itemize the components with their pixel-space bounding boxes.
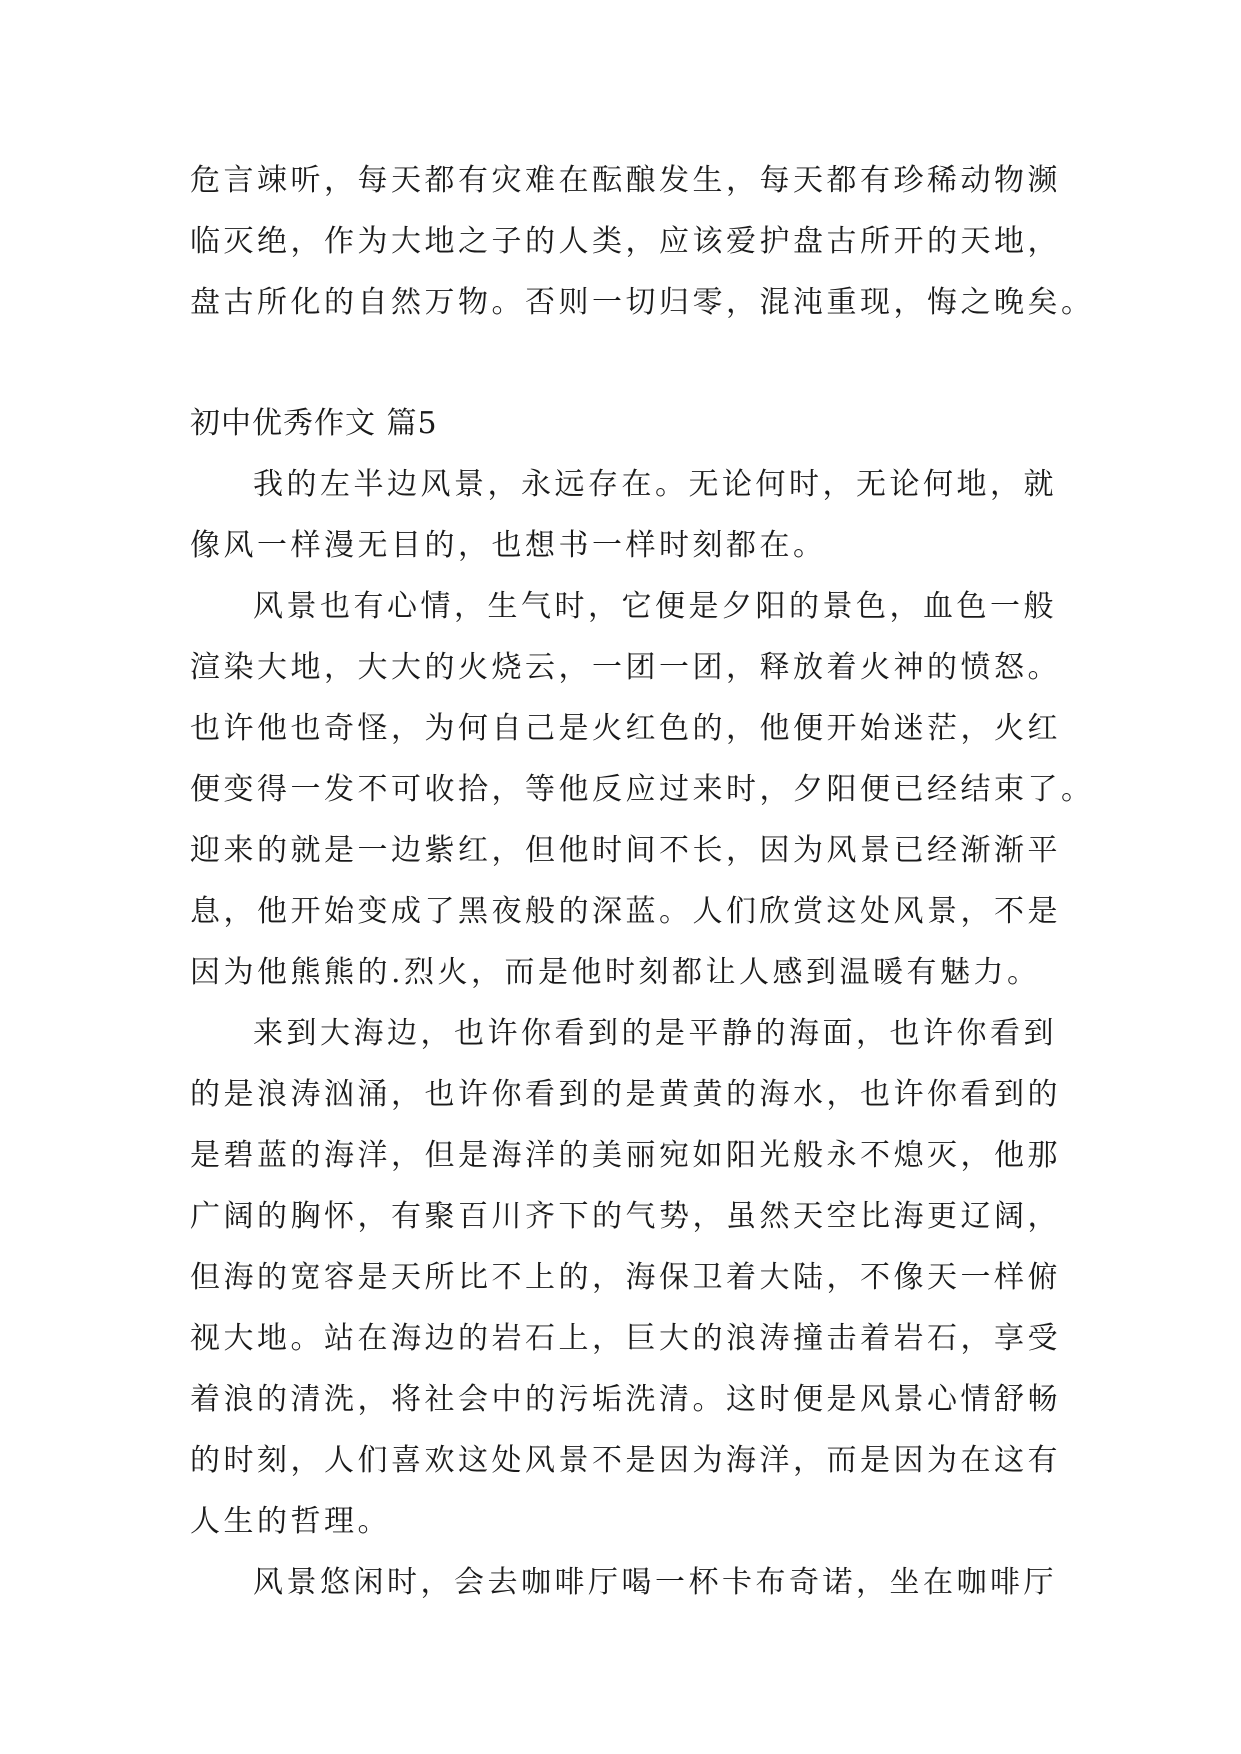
text-line: 临灭绝，作为大地之子的人类，应该爱护盘古所开的天地， xyxy=(190,224,1061,259)
continued-paragraph xyxy=(190,150,1095,333)
text-line: 来到大海边，也许你看到的是平静的海面，也许你看到 xyxy=(253,1016,1057,1051)
text-line: 像风一样漫无目的，也想书一样时刻都在。 xyxy=(190,528,827,563)
text-line: 人生的哲理。 xyxy=(190,1504,391,1539)
text-line: 盘古所化的自然万物。否则一切归零，混沌重现，悔之晚矣。 xyxy=(190,285,1095,320)
paragraph-1 xyxy=(190,454,1057,576)
text-line: 视大地。站在海边的岩石上，巨大的浪涛撞击着岩石，享受 xyxy=(190,1321,1061,1356)
paragraph-4 xyxy=(190,1552,1057,1613)
text-line: 风景也有心情，生气时，它便是夕阳的景色，血色一般 xyxy=(253,589,1057,624)
section-heading: 初中优秀作文 篇5 xyxy=(190,406,438,441)
text-line: 迎来的就是一边紫红，但他时间不长，因为风景已经渐渐平 xyxy=(190,833,1061,868)
text-line: 渲染大地，大大的火烧云，一团一团，释放着火神的愤怒。 xyxy=(190,650,1061,685)
paragraph-2 xyxy=(190,576,1095,1003)
text-line: 危言竦听，每天都有灾难在酝酿发生，每天都有珍稀动物濒 xyxy=(190,163,1061,198)
text-line: 我的左半边风景，永远存在。无论何时，无论何地，就 xyxy=(253,467,1057,502)
text-line: 因为他熊熊的.烈火，而是他时刻都让人感到温暖有魅力。 xyxy=(190,955,1041,990)
text-line: 的时刻，人们喜欢这处风景不是因为海洋，而是因为在这有 xyxy=(190,1443,1061,1478)
text-line: 广阔的胸怀，有聚百川齐下的气势，虽然天空比海更辽阔， xyxy=(190,1199,1061,1234)
text-line: 但海的宽容是天所比不上的，海保卫着大陆，不像天一样俯 xyxy=(190,1260,1061,1295)
text-line: 息，他开始变成了黑夜般的深蓝。人们欣赏这处风景，不是 xyxy=(190,894,1061,929)
document-page xyxy=(190,150,1095,1613)
text-line: 是碧蓝的海洋，但是海洋的美丽宛如阳光般永不熄灭，他那 xyxy=(190,1138,1061,1173)
text-line: 风景悠闲时，会去咖啡厅喝一杯卡布奇诺，坐在咖啡厅 xyxy=(253,1565,1057,1600)
paragraph-3 xyxy=(190,1003,1061,1552)
text-line: 着浪的清洗，将社会中的污垢洗清。这时便是风景心情舒畅 xyxy=(190,1382,1061,1417)
text-line: 便变得一发不可收拾，等他反应过来时，夕阳便已经结束了。 xyxy=(190,772,1095,807)
text-line: 也许他也奇怪，为何自己是火红色的，他便开始迷茫，火红 xyxy=(190,711,1061,746)
text-line: 的是浪涛汹涌，也许你看到的是黄黄的海水，也许你看到的 xyxy=(190,1077,1061,1112)
